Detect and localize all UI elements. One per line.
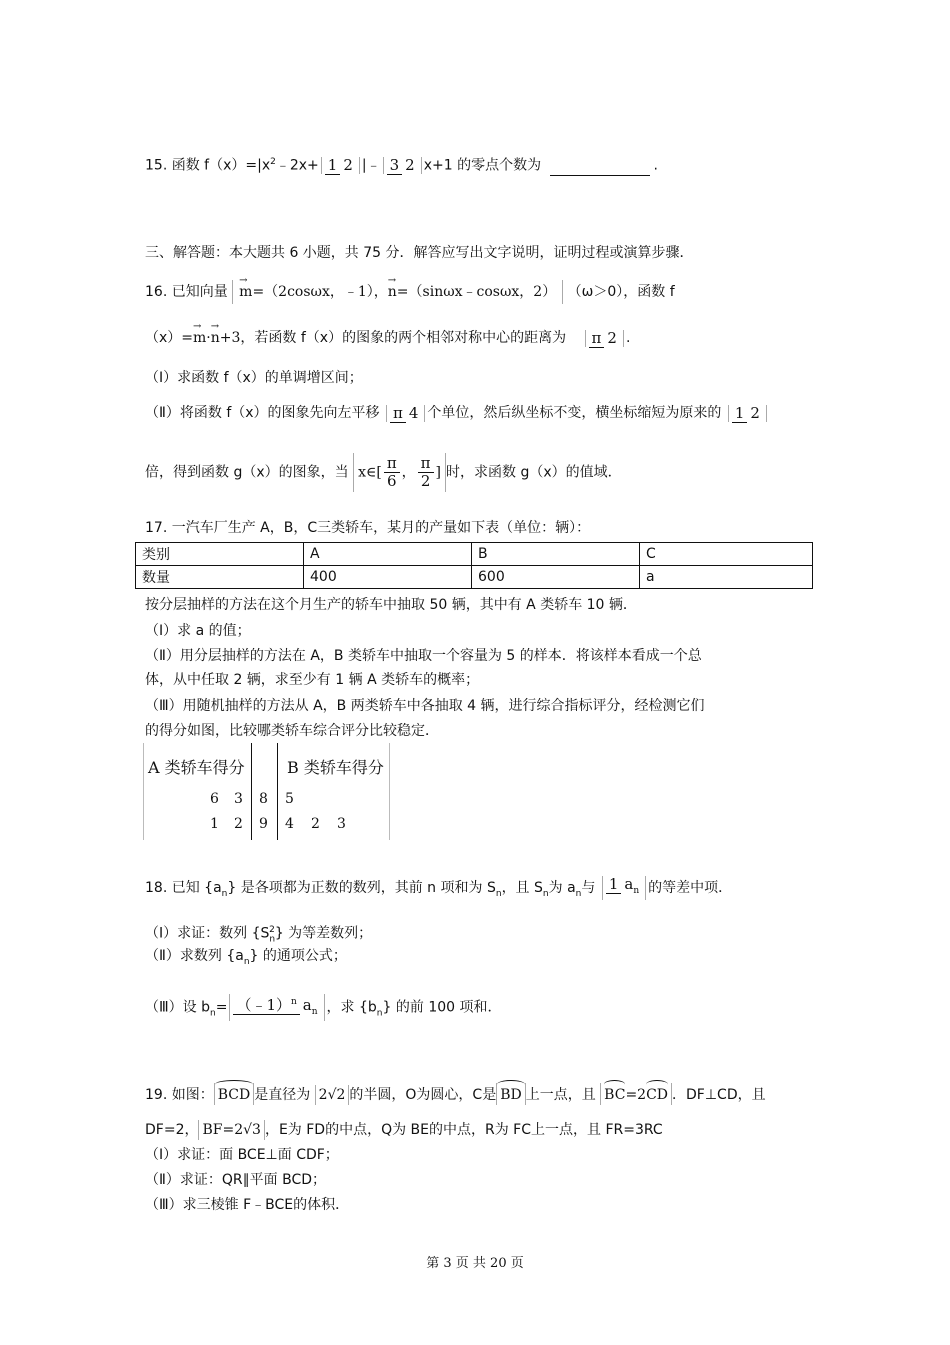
pi: π (390, 404, 406, 423)
question-17-line-6: 的得分如图，比较哪类轿车综合评分比较稳定． (145, 723, 439, 739)
leaf-a: 6 (210, 791, 219, 807)
q15-period: . (653, 157, 658, 174)
pi: π (418, 455, 434, 473)
two: 2 (420, 472, 431, 490)
q16-fraction-pi-4 (386, 405, 425, 422)
table-cell: 600 (472, 566, 640, 589)
q16-period: . (625, 330, 631, 346)
arc-equation (600, 1083, 672, 1105)
stem-b-title: B 类轿车得分 (287, 758, 384, 777)
q16-part2-d: 时，求函数 g（x）的值域． (446, 464, 622, 481)
two: 2 (607, 328, 617, 347)
comma: ， (401, 464, 416, 481)
arc-bc: BC (604, 1083, 625, 1105)
question-19-line-1 (145, 1083, 766, 1105)
leaf-a: 1 (210, 816, 219, 832)
q15-f2-num: 3 (387, 156, 403, 175)
q15-text-b: ﹣2x+ (275, 157, 319, 174)
q16-text-c: （x）= (145, 330, 194, 346)
q18-sub-n: n (495, 888, 502, 899)
leaf-b: 5 (285, 791, 294, 807)
question-17-line-3: （Ⅱ）用分层抽样的方法在 A，B 类轿车中抽取一个容量为 5 的样本．将该样本看成一个总 (145, 648, 702, 664)
q18-sub-n: n (575, 888, 582, 899)
pi: π (384, 455, 400, 473)
table-cell: B (472, 543, 640, 566)
q18-sub-n: n (269, 934, 276, 945)
interval-low (384, 455, 400, 490)
q16-fraction-pi-2 (585, 330, 624, 347)
question-15 (145, 152, 658, 176)
question-19-part-3: （Ⅲ）求三棱锥 F﹣BCE的体积． (145, 1197, 350, 1213)
question-18-part-3 (145, 994, 502, 1023)
q18-p2-b: } 的通项公式； (249, 948, 347, 964)
question-16-line-1 (145, 280, 675, 304)
q15-fraction-2 (383, 157, 422, 174)
q16-text-a: 已知向量 (171, 284, 228, 300)
leaf-a: 3 (234, 791, 243, 807)
four: 4 (408, 403, 419, 422)
two: 2 (750, 403, 760, 422)
q19-l2-b: ，E为 FD的中点，Q为 BE的中点，R为 FC上一点，且 FR=3RC (264, 1122, 663, 1138)
q16-text-b: （ω＞0），函数 f (567, 284, 675, 300)
q18-text-a: 18. 已知 {a (145, 880, 222, 896)
question-16-part-2 (145, 403, 769, 423)
vector-m-value: =（2cosωx，﹣1）， (252, 284, 388, 300)
question-number: 15. (145, 157, 168, 174)
interval-high (418, 455, 434, 490)
q18-p1-a: （Ⅰ）求证：数列 {S (145, 925, 270, 942)
table-cell: 400 (304, 566, 472, 589)
table-cell: 数量 (136, 566, 304, 589)
page-footer: 第 3 页 共 20 页 (426, 1256, 524, 1271)
q18-text-c: ，且 S (501, 880, 543, 896)
q16-fraction-1-2 (728, 405, 767, 422)
q15-text-a: 函数 f（x）=|x (171, 157, 271, 174)
stem-value: 8 (259, 791, 268, 807)
q18-p1-b: } 为等差数列； (274, 925, 373, 942)
q19-text-b: 是直径为 (254, 1087, 311, 1103)
question-16-part-1: （Ⅰ）求函数 f（x）的单调增区间； (145, 370, 363, 386)
bf-length: BF=2√3 (198, 1120, 264, 1140)
dot-vector-n: → n (211, 328, 220, 348)
one: 1 (732, 404, 748, 423)
stem-a-title: A 类轿车得分 (148, 758, 245, 777)
pi: π (589, 329, 605, 348)
q18-sub-n: n (210, 1008, 216, 1019)
q18-text-f: 的等差中项． (648, 880, 733, 896)
q16-interval (353, 453, 446, 492)
table-cell: a (640, 566, 813, 589)
question-17-intro: 17. 一汽车厂生产 A，B，C三类轿车，某月的产量如下表（单位：辆）： (145, 520, 591, 536)
right-bracket: ] (435, 464, 441, 481)
table-cell: 类别 (136, 543, 304, 566)
q19-l2-a: DF=2， (145, 1122, 199, 1138)
question-number: 16. (145, 284, 168, 300)
q18-sub-n: n (311, 1007, 318, 1017)
question-17-line-4: 体，从中任取 2 辆，求至少有 1 辆 A 类轿车的概率； (145, 672, 480, 688)
q18-sub-n: n (376, 1008, 383, 1019)
q15-f1-den: 2 (343, 156, 353, 175)
q18-frac-den-a: a (624, 875, 634, 893)
q15-fraction-1 (321, 157, 360, 174)
q18-bn-num (233, 996, 299, 1015)
answer-blank (550, 161, 650, 176)
q18-sup-n: n (291, 997, 297, 1007)
question-16-line-2 (145, 328, 630, 348)
q18-p2-a: （Ⅱ）求数列 {a (145, 948, 244, 964)
table-cell: C (640, 543, 813, 566)
q16-part2-b: 个单位，然后纵坐标不变，横坐标缩短为原来的 (427, 405, 722, 421)
q16-vector-expression (232, 280, 563, 304)
q15-f1-num: 1 (325, 156, 341, 175)
stem-divider-left (251, 743, 252, 840)
section-3-header: 三、解答题：本大题共 6 小题，共 75 分．解答应写出文字说明，证明过程或演算步骤． (145, 245, 694, 261)
q15-text-d: x+1 的零点个数为 (423, 157, 542, 174)
stem-leaf-plot (143, 743, 390, 840)
q18-bn-fraction (229, 994, 324, 1021)
question-18-part-2 (145, 946, 347, 972)
q18-p3-c: } 的前 100 项和． (382, 999, 502, 1016)
question-17-line-2: （Ⅰ）求 a 的值； (145, 623, 251, 639)
question-18-line-1 (145, 876, 732, 904)
question-19-part-2: （Ⅱ）求证：QR∥平面 BCD； (145, 1172, 327, 1188)
q18-bn-num-text: （﹣1） (236, 996, 291, 1014)
leaf-b: 3 (337, 816, 346, 832)
q18-fraction (602, 876, 646, 900)
arc-bd: BD (496, 1083, 526, 1105)
q16-part2-a: （Ⅱ）将函数 f（x）的图象先向左平移 (145, 405, 380, 421)
stem-divider-right (277, 743, 278, 840)
vector-m: → m (239, 282, 252, 302)
q18-sup-2: 2 (269, 925, 275, 935)
diameter: 2√2 (315, 1085, 350, 1105)
dot-rest: +3 (219, 330, 241, 346)
question-19-line-2 (145, 1120, 663, 1140)
q18-sub-n: n (633, 886, 640, 896)
q18-sub-n: n (542, 888, 549, 899)
q19-text-c: 的半圆，O为圆心，C是 (349, 1087, 497, 1103)
q15-exponent: 2 (270, 157, 276, 167)
q19-text-a: 19. 如图： (145, 1087, 214, 1103)
interval-x: x∈[ (358, 464, 382, 481)
arc-bcd: BCD (214, 1083, 254, 1105)
q19-text-d: 上一点，且 (525, 1087, 596, 1103)
q18-bn-den (300, 996, 321, 1017)
q16-text-d: ，若函数 f（x）的图象的两个相邻对称中心的距离为 (240, 330, 567, 346)
q15-f2-den: 2 (405, 156, 415, 175)
question-16-part-2-cont (145, 453, 622, 492)
question-17-line-1: 按分层抽样的方法在这个月生产的轿车中抽取 50 辆，其中有 A 类轿车 10 辆． (145, 597, 637, 613)
table-row (136, 543, 813, 566)
q16-dot-product: → m·→ n+3 (193, 330, 240, 346)
q19-text-e: ．DF⊥CD，且 (672, 1087, 766, 1103)
q18-text-e: 与 (581, 880, 596, 896)
q18-bn-den-a: a (302, 996, 312, 1014)
vector-n-value: =（sinωx﹣cosωx，2） (396, 284, 557, 300)
six: 6 (386, 472, 397, 490)
table-row (136, 566, 813, 589)
dot-vector-m: → m (193, 328, 206, 348)
stem-value: 9 (259, 816, 268, 832)
q18-text-d: 为 a (548, 880, 576, 896)
q18-frac-den (621, 875, 642, 896)
q18-sub-n: n (221, 888, 228, 899)
question-17-line-5: （Ⅲ）用随机抽样的方法从 A，B 两类轿车中各抽取 4 辆，进行综合指标评分，经检测它们 (145, 698, 705, 714)
q18-p3-eq: = (215, 999, 228, 1016)
q18-p3-b: ，求 {b (326, 999, 377, 1016)
q18-frac-num: 1 (606, 875, 622, 894)
production-table (135, 542, 813, 589)
arc-cd: CD (646, 1083, 668, 1105)
leaf-a: 2 (234, 816, 243, 832)
q18-sub-n: n (243, 956, 250, 967)
vector-n: → n (388, 282, 397, 302)
q18-text-b: } 是各项都为正数的数列，其前 n 项和为 S (227, 880, 496, 896)
leaf-b: 4 (285, 816, 294, 832)
q15-text-c: |﹣ (361, 157, 381, 174)
q16-part2-c: 倍，得到函数 g（x）的图象，当 (145, 464, 349, 481)
q18-p3-a: （Ⅲ）设 b (145, 999, 210, 1016)
table-cell: A (304, 543, 472, 566)
leaf-b: 2 (311, 816, 320, 832)
arc-eq: =2 (625, 1087, 647, 1103)
question-19-part-1: （Ⅰ）求证：面 BCE⊥面 CDF； (145, 1147, 339, 1163)
